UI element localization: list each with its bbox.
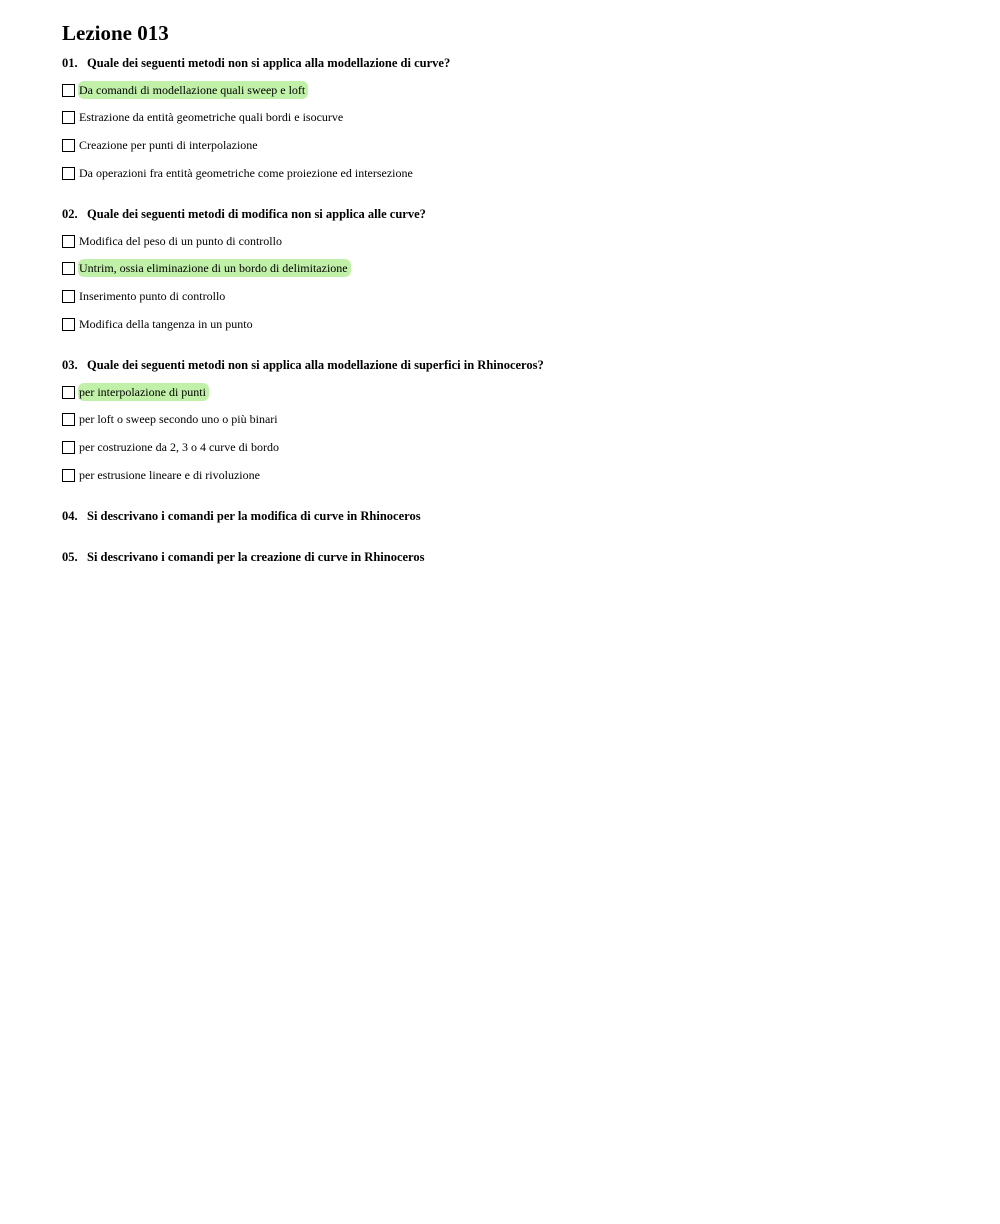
checkbox[interactable] <box>62 262 75 275</box>
option-q01-b[interactable] <box>62 108 346 126</box>
question-text: Quale dei seguenti metodi non si applica alla modellazione di superfici in Rhinoceros? <box>87 358 544 372</box>
option-q03-a[interactable] <box>62 383 209 401</box>
checkbox[interactable] <box>62 441 75 454</box>
checkbox[interactable] <box>62 290 75 303</box>
option-text: Modifica della tangenza in un punto <box>79 317 253 331</box>
page-title: Lezione 013 <box>62 21 169 45</box>
checkbox[interactable] <box>62 318 75 331</box>
option-q03-d[interactable] <box>62 466 263 484</box>
checkbox[interactable] <box>62 469 75 482</box>
question-text: Si descrivano i comandi per la modifica di curve in Rhinoceros <box>87 509 421 523</box>
option-text: per loft o sweep secondo uno o più binari <box>79 412 278 426</box>
question-04 <box>62 508 421 524</box>
option-text: Modifica del peso di un punto di controllo <box>79 234 282 248</box>
option-q02-b[interactable] <box>62 259 351 277</box>
question-number: 02. <box>62 207 78 221</box>
option-text: Da comandi di modellazione quali sweep e loft <box>78 81 308 99</box>
option-text: Da operazioni fra entità geometriche come proiezione ed intersezione <box>79 166 413 180</box>
question-03 <box>62 357 544 373</box>
question-05 <box>62 549 425 565</box>
option-q01-c[interactable] <box>62 136 261 154</box>
option-text: Estrazione da entità geometriche quali bordi e isocurve <box>79 110 344 124</box>
checkbox[interactable] <box>62 235 75 248</box>
question-number: 04. <box>62 509 78 523</box>
option-q02-d[interactable] <box>62 315 256 333</box>
option-text: per costruzione da 2, 3 o 4 curve di bordo <box>79 440 279 454</box>
checkbox[interactable] <box>62 139 75 152</box>
option-text: per estrusione lineare e di rivoluzione <box>79 468 260 482</box>
question-text: Quale dei seguenti metodi di modifica non si applica alle curve? <box>87 207 426 221</box>
question-number: 03. <box>62 358 78 372</box>
option-q01-d[interactable] <box>62 164 416 182</box>
option-q02-a[interactable] <box>62 232 285 250</box>
question-text: Si descrivano i comandi per la creazione di curve in Rhinoceros <box>87 550 425 564</box>
option-q02-c[interactable] <box>62 287 228 305</box>
checkbox[interactable] <box>62 111 75 124</box>
question-number: 01. <box>62 56 78 70</box>
question-02 <box>62 206 426 222</box>
option-q03-c[interactable] <box>62 438 282 456</box>
option-text: Inserimento punto di controllo <box>79 289 226 303</box>
option-q03-b[interactable] <box>62 410 281 428</box>
option-text: Untrim, ossia eliminazione di un bordo di delimitazione <box>78 259 351 277</box>
question-number: 05. <box>62 550 78 564</box>
option-text: per interpolazione di punti <box>78 383 209 401</box>
option-q01-a[interactable] <box>62 81 308 99</box>
question-text: Quale dei seguenti metodi non si applica alla modellazione di curve? <box>87 56 451 70</box>
checkbox[interactable] <box>62 167 75 180</box>
question-01 <box>62 55 450 71</box>
option-text: Creazione per punti di interpolazione <box>79 138 258 152</box>
checkbox[interactable] <box>62 84 75 97</box>
checkbox[interactable] <box>62 413 75 426</box>
checkbox[interactable] <box>62 386 75 399</box>
